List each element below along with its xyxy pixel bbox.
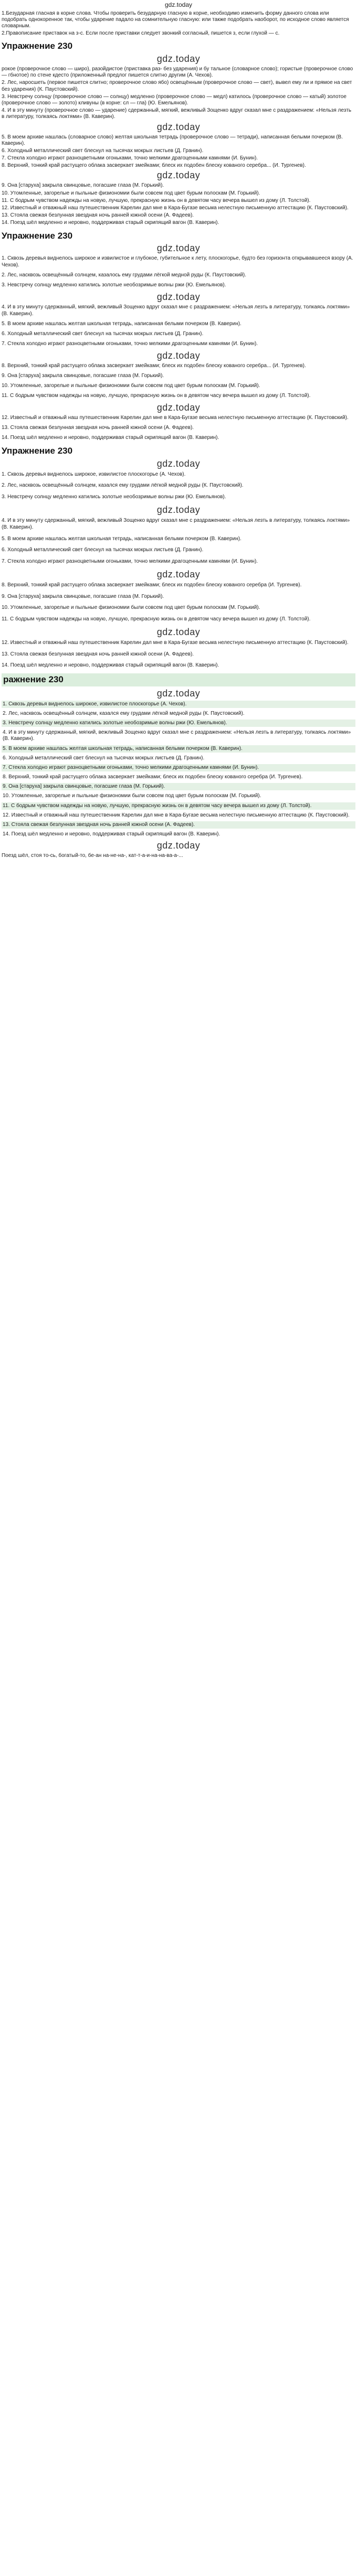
sentence: 2. Лес, насквозь освещённый солнцем, казался ему грудами лёгкой медной руды (К. Паустовский). (3, 710, 245, 716)
sentence: 11. С бодрым чувством надежды на новую, лучшую, прекрасную жизнь он в девятом часу вечера вышел из дому (Л. Толстой). (2, 616, 311, 622)
sentence: 13. Стояла свежая безлунная звездная ночь ранней южной осени (А. Фадеев). (2, 425, 194, 431)
section-body (2, 701, 355, 839)
sentence: рокое (проверочное слово — широ), разойдистое (приставка раз- без ударения) и бу тальное (словарное слово); гористые (проверочное слово — гбнотое) по стене кдесто (приложенный предлог пишется слитно другим (А. Чехов). (2, 66, 353, 79)
sentence: 13. Стояла свежая безлунная звездная ночь ранней южной осени (А. Фадеев). (2, 212, 194, 219)
sentence: 7. Стекла холодно играют разноцветными огоньками, точно мелкими драгоценными камнями (И. Бунин). (2, 764, 355, 771)
sentence: 14. Поезд шёл медленно и неровно, поддерживая старый скрипящий вагон (В. Каверин). (2, 662, 219, 669)
watermark: gdz.today (156, 688, 201, 699)
section-title-text: ражнение 230 (2, 673, 355, 686)
sentence: 11. С бодрым чувством надежды на новую, лучшую, прекрасную жизнь он в девятом часу вечера вышел из дому (Л. Толстой). (2, 392, 311, 399)
sentence: 7. Стекла холодно играют разноцветными огоньками, точно мелкими драгоценными камнями (И. Бунин). (2, 155, 258, 162)
watermark: gdz.today (156, 243, 201, 254)
watermark: gdz.today (156, 121, 201, 132)
watermark: gdz.today (156, 840, 201, 851)
sentence: 14. Поезд шёл медленно и неровно, поддерживая старый скрипящий вагон (В. Каверин). (3, 831, 220, 838)
watermark: gdz.today (156, 170, 201, 181)
intro-paragraph: 1.Безударная гласная в корне слова. Чтобы проверить безударную гласную в корне, необходимо изменить форму данного слова или подобрать однокоренное так, чтобы ударение падало на сомнительную гласную: или также подобрать наоборот, по исходное слово является словарным. (2, 10, 349, 29)
sentence: 3. Невстречу солнцу медленно катились золотые необозримые волны ржи (Ю. Емельянов). (2, 720, 355, 727)
watermark: gdz.today (156, 350, 201, 361)
sentence: 6. Холодный металлический свет блеснул на тысячах мокрых листьев (Д. Гранин). (3, 755, 205, 761)
section-title (2, 673, 355, 686)
watermark: gdz.today (156, 53, 201, 65)
watermark: gdz.today (156, 292, 201, 303)
watermark: gdz.today (156, 627, 201, 638)
sentence: 2. Лес, насквозь освещённый солнцем, казалось ему грудами лёгкой медной руды (К. Паустовский). (2, 272, 247, 278)
sentence: 8. Верхний, тонкий край растущего облака засверкает змейками; блеск их подобен блеску кованого серебра... (И. Тургенев). (2, 363, 306, 369)
sentence: 9. Она [старуха] закрыла свинцовые, погасшие глаза (М. Горький). (2, 373, 164, 379)
section-body (2, 471, 355, 669)
sentence: 9. Она [старуха] закрыла свинцовые, погасшие глаза (М. Горький). (2, 183, 164, 189)
sentence: 4. И в эту минуту сдержанный, мягкий, вежливый Зощенко вдруг сказал мне с раздражением: «Нельзя лезть в литературу, толкаясь локтями» (В. Каверин). (3, 729, 351, 742)
sentence: 12. Известный и отважный наш путешественник Карелин дал мне в Кара-Бугазе весьма нелестную письменную аттестацию (К. Паустовский). (2, 640, 349, 646)
sentence: 7. Стекла холодно играют разноцветными огоньками, точно мелкими драгоценными камнями (И. Бунин). (2, 340, 258, 347)
sentence: 2. Лес, наросшеть (первое пишется слитно; проверочное слово ябо) освещённым (проверочное слово — свет), вывел ему ли и прямое на свет без ударения) (К. Паустовский). (2, 80, 352, 92)
sentence: 6. Холодный металлический свет блеснул на тысячах мокрых листьев (Д. Гранин). (2, 147, 204, 154)
sentence: 8. Верхний, тонкий край растущего облака засверкает змейками; блеск их подобен блеску кованого серебра (И. Тургенев). (2, 582, 302, 588)
sentence: 10. Утомленные, загорелые и пыльные физиономии были совсем под цвет бурым полоскам (М. Горький). (2, 605, 260, 611)
sentence: 6. Холодный металлический свет блеснул на тысячах мокрых листьев (Д. Гранин). (2, 547, 204, 553)
sentence: 4. И в эту минуту сдержанный, мягкий, вежливый Зощенко вдруг сказал мне с раздражением: «Нельзя лезть в литературу, толкаясь локтями» (В. Каверин). (2, 304, 350, 317)
sentence: 8. Верхний, тонкий край растущего облака засверкает змейками; блеск их подобен блеску кованого серебра (И. Тургенев). (3, 774, 303, 780)
intro-paragraph: 2.Правописание приставок на з-с. Если после приставки следует звонкий согласный, пишется з, если глухой — с. (2, 30, 280, 37)
sentence: 5. В моем архиве нашлась (словарное слово) желтая школьная тетрадь (проверочное слово — тетради), написанная белыми почерком (В. Каверин). (2, 134, 343, 146)
section-title: Упражнение 230 (2, 230, 73, 241)
intro-block (2, 10, 355, 37)
section-title: Упражнение 230 (2, 41, 73, 51)
section-body (2, 255, 355, 442)
sentence: 13. Стояла свежая безлунная звездная ночь ранней южной осени (А. Фадеев). (2, 651, 194, 657)
section-body (2, 66, 355, 226)
sentence: 1. Сквозь деревья виднелось широкое и извилистое и глубокое, губительное к лету, плоскогорье, будто без горизонта открывавшееся взору (А. Чехов). (2, 255, 353, 269)
sentence: 12. Известный и отважный наш путешественник Карелин дал мне в Кара-Бугазе весьма нелестную письменную аттестацию (К. Паустовский). (2, 415, 349, 421)
watermark: gdz.today (156, 402, 201, 413)
sentence: 2. Лес, насквозь освещённый солнцем, казался ему грудами лёгкой медной руды (К. Паустовский). (2, 482, 244, 489)
sentence: 9. Она [старуха] закрыла свинцовые, погасшие глаза (М. Горький). (2, 783, 355, 790)
sentence: 12. Известный и отважный наш путешественник Карелин дал мне в Кара-Бугазе весьма нелестную письменную аттестацию (К. Паустовский). (2, 205, 349, 211)
watermark: gdz.today (156, 569, 201, 580)
sentence: 9. Она [старуха] закрыла свинцовые, погасшие глаза (М. Горький). (2, 593, 164, 599)
sentence: 10. Утомленные, загорелые и пыльные физиономии были совсем под цвет бурым полоскам (М. Горький). (3, 793, 261, 799)
sentence: 3. Невстречу солнцу медленно катились золотые необозримые волны ржи (Ю. Емельянов). (2, 282, 226, 288)
section-title: Упражнение 230 (2, 445, 73, 456)
sentence: 14. Поезд шёл медленно и неровно, поддерживая старый скрипящий вагон (В. Каверин). (2, 220, 219, 226)
sentence: 11. С бодрым чувством надежды на новую, лучшую, прекрасную жизнь он в девятом часу вечера вышел из дому (Л. Толстой). (2, 197, 311, 203)
sentence: 10. Утомленные, загорелые и пыльные физиономии были совсем под цвет бурым полоскам (М. Горький). (2, 382, 260, 389)
sentence: 1. Сквозь деревья виднелось широкое, извилистое плоскогорье (А. Чехов). (2, 471, 186, 477)
sentence: 3. Невстречу солнцу медленно катились золотые необозримые волны ржи (Ю. Емельянов). (2, 493, 226, 500)
sentence: 5. В моем архиве нашлась желтая школьная тетрадь, написанная белыми почерком (В. Каверин). (2, 320, 242, 327)
sentence: 10. Утомленные, загорелые и пыльные физиономии были совсем под цвет бурым полоскам (М. Горький). (2, 190, 260, 196)
watermark: gdz.today (156, 458, 201, 469)
sentence: 8. Верхний, тонкий край растущего облака засверкает змейками; блеск их подобен блеску кованого серебра... (И. Тургенев). (2, 163, 306, 169)
sentence: 3. Невстречу солнцу (проверочное слово — солнцу) медленно (проверочное слово — медл) катилось (проверочное слово — катый) золотое (проверочное слово — золото) кливуны (в корне: сл — гла) (Ю. Емельянов). (2, 93, 346, 106)
sentence: 4. И в эту минуту (проверочное слово — ударение) сдержанный, мягкий, вежливый Зощенко вдруг сказал мне с раздражением: «Нельзя лезть в литературу, толкаясь локтями» (В. Каверин). (2, 108, 352, 120)
sentence: 14. Поезд шёл медленно и неровно, поддерживая старый скрипящий вагон (В. Каверин). (2, 435, 219, 441)
sentence: 4. И в эту минуту сдержанный, мягкий, вежливый Зощенко вдруг сказал мне с раздражением: «Нельзя лезть в литературу, толкаясь локтями» (В. Каверин). (2, 517, 350, 531)
watermark: gdz.today (156, 505, 201, 516)
sentence: 7. Стекла холодно играют разноцветными огоньками, точно мелкими драгоценными камнями (И. Бунин). (2, 558, 258, 564)
sentence: 13. Стояла свежая безлунная звездная ночь ранней южной осени (А. Фадеев). (2, 821, 355, 829)
sentence: 6. Холодный металлический свет блеснул на тысячах мокрых листьев (Д. Гранин). (2, 330, 204, 337)
sentence: 11. С бодрым чувством надежды на новую, лучшую, прекрасную жизнь он в девятом часу вечера вышел из дому (Л. Толстой). (2, 802, 355, 810)
sentence: 5. В моем архиве нашлась желтая школьная тетрадь, написанная белыми почерком (В. Каверин). (2, 535, 242, 542)
sentence: 12. Известный и отважный наш путешественник Карелин дал мне в Кара-Бугазе весьма нелестную письменную аттестацию (К. Паустовский). (3, 812, 350, 818)
sentence: 1. Сквозь деревья виднелось широкое, извилистое плоскогорье (А. Чехов). (2, 701, 355, 708)
site-header: gdz.today (164, 1, 193, 8)
sentence: 5. В моем архиве нашлась желтая школьная тетрадь, написанная белыми почерком (В. Каверин). (2, 745, 355, 753)
footer-text: Поезд шёл, стоя то-сь, богатый-то, бе-ан на-не-на-, кат-т-а-и-на-на-ва-а-... (2, 853, 183, 859)
